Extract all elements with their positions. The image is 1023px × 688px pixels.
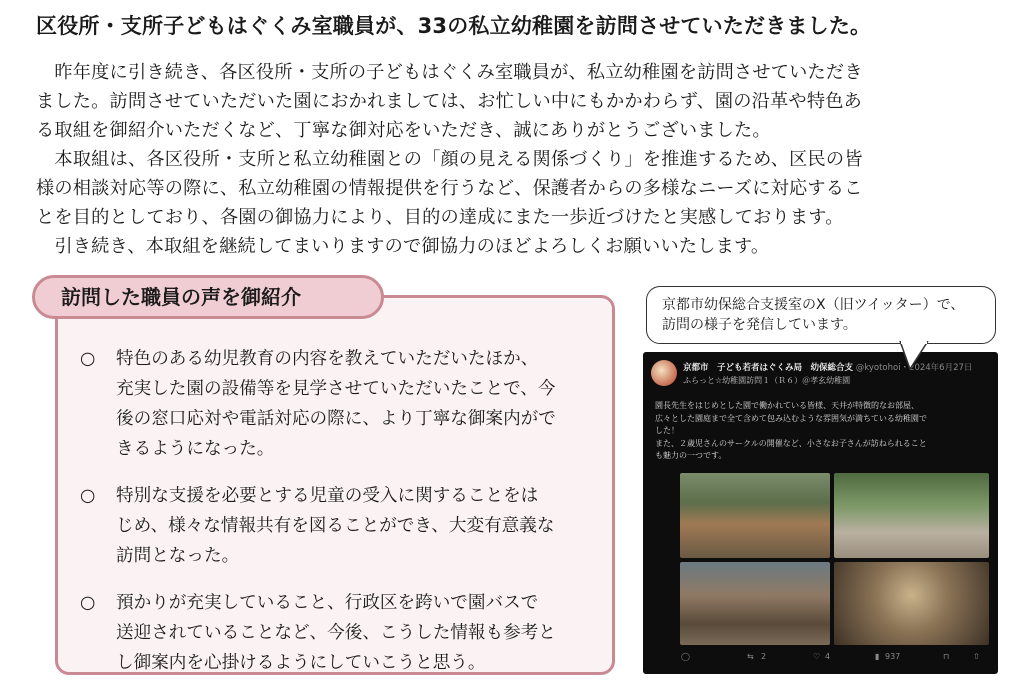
circle-bullet-icon: ○ [80, 486, 96, 506]
page-title: 区役所・支所子どもはぐくみ室職員が、33の私立幼稚園を訪問させていただきました。 [36, 14, 872, 38]
intro-line: る取組を御紹介いただくなど、丁寧な御対応をいただき、誠にありがとうございました。 [36, 120, 771, 141]
tweet-line: 広々とした園庭まで全て含めて包み込むような雰囲気が満ちている幼稚園で [655, 413, 927, 423]
bubble-line: 京都市幼保総合支援室のX（旧ツイッター）で、 [662, 297, 965, 313]
tweet-subtitle: ふらっと☆幼稚園訪問１（Ｒ６）＠孝玄幼稚園 [683, 376, 851, 385]
voice-line: し御案内を心掛けるようにしていこうと思う。 [116, 653, 486, 673]
bookmark-icon: ⊓ [943, 652, 950, 661]
tweet-body [655, 400, 990, 463]
tweet-actions [643, 652, 998, 668]
voice-line: 送迎されていることなど、今後、こうした情報も参考と [116, 623, 556, 643]
voice-line: 訪問となった。 [116, 546, 240, 566]
bubble-line: 訪問の様子を発信しています。 [662, 317, 857, 333]
tweet-account-name: 京都市 子ども若者はぐくみ局 幼保総合支 [683, 363, 854, 373]
voice-line: 預かりが充実していること、行政区を跨いで園バスで [116, 593, 539, 613]
tweet-line: また、２歳児さんのサークルの開催など、小さなお子さんが訪ねられること [655, 438, 927, 448]
voice-line: じめ、様々な情報共有を図ることができ、大変有意義な [116, 516, 555, 536]
speech-bubble [646, 286, 996, 344]
voice-item [72, 481, 602, 571]
tweet-photo-grid [680, 473, 989, 645]
intro-text [36, 58, 1001, 261]
tweet-line: した！ [655, 426, 679, 435]
tweet-screenshot [643, 352, 998, 674]
circle-bullet-icon: ○ [80, 349, 96, 369]
voice-line: 特色のある幼児教育の内容を教えていただいたほか、 [116, 349, 539, 369]
circle-bullet-icon: ○ [80, 593, 96, 613]
retweet-count: 2 [761, 652, 767, 661]
intro-line: 昨年度に引き続き、各区役所・支所の子どもはぐくみ室職員が、私立幼稚園を訪問させていただき [36, 62, 863, 83]
photo-veranda [680, 562, 830, 645]
tweet-line: も魅力の一つです。 [655, 451, 727, 460]
voice-item [72, 344, 602, 464]
intro-line: ました。訪問させていただいた園におかれましては、お忙しい中にもかかわらず、園の沿革や特色あ [36, 91, 862, 112]
photo-playground [680, 473, 830, 558]
voice-line: 特別な支援を必要とする児童の受入に関することをは [116, 486, 539, 506]
photo-schoolyard [834, 473, 989, 558]
voices-list [72, 344, 602, 688]
voice-line: 充実した園の設備等を見学させていただいたことで、今 [116, 379, 556, 399]
intro-line: 本取組は、各区役所・支所と私立幼稚園との「顔の見える関係づくり」を推進するため、区民の皆 [36, 149, 863, 170]
intro-line: 様の相談対応等の際に、私立幼稚園の情報提供を行うなど、保護者からの多様なニーズに対応するこ [36, 178, 863, 199]
avatar [651, 360, 677, 386]
photo-ceiling-room [834, 562, 989, 645]
like-icon: ♡ [813, 652, 821, 661]
views-icon: ▮ [875, 652, 880, 661]
tweet-line: 園長先生をはじめとした園で働かれている皆様、天井が特徴的なお部屋、 [655, 401, 919, 410]
retweet-icon: ⇆ [747, 652, 754, 661]
speech-bubble-tail [898, 341, 938, 371]
voice-line: 後の窓口応対や電話対応の際に、より丁寧な御案内がで [116, 409, 556, 429]
view-count: 937 [885, 652, 901, 661]
reply-icon: ◯ [681, 652, 690, 661]
tweet-handle-date: @kyotohoi・2024年6月27日 [855, 363, 973, 373]
intro-line: 引き続き、本取組を継続してまいりますので御協力のほどよろしくお願いいたします。 [36, 236, 770, 257]
share-icon: ⇧ [973, 652, 980, 661]
voice-item [72, 588, 602, 678]
intro-line: とを目的としており、各園の御協力により、目的の達成にまた一歩近づけたと実感しております。 [36, 207, 844, 228]
like-count: 4 [825, 652, 831, 661]
voices-header: 訪問した職員の声を御紹介 [32, 275, 384, 319]
voice-line: きるようになった。 [116, 439, 275, 459]
